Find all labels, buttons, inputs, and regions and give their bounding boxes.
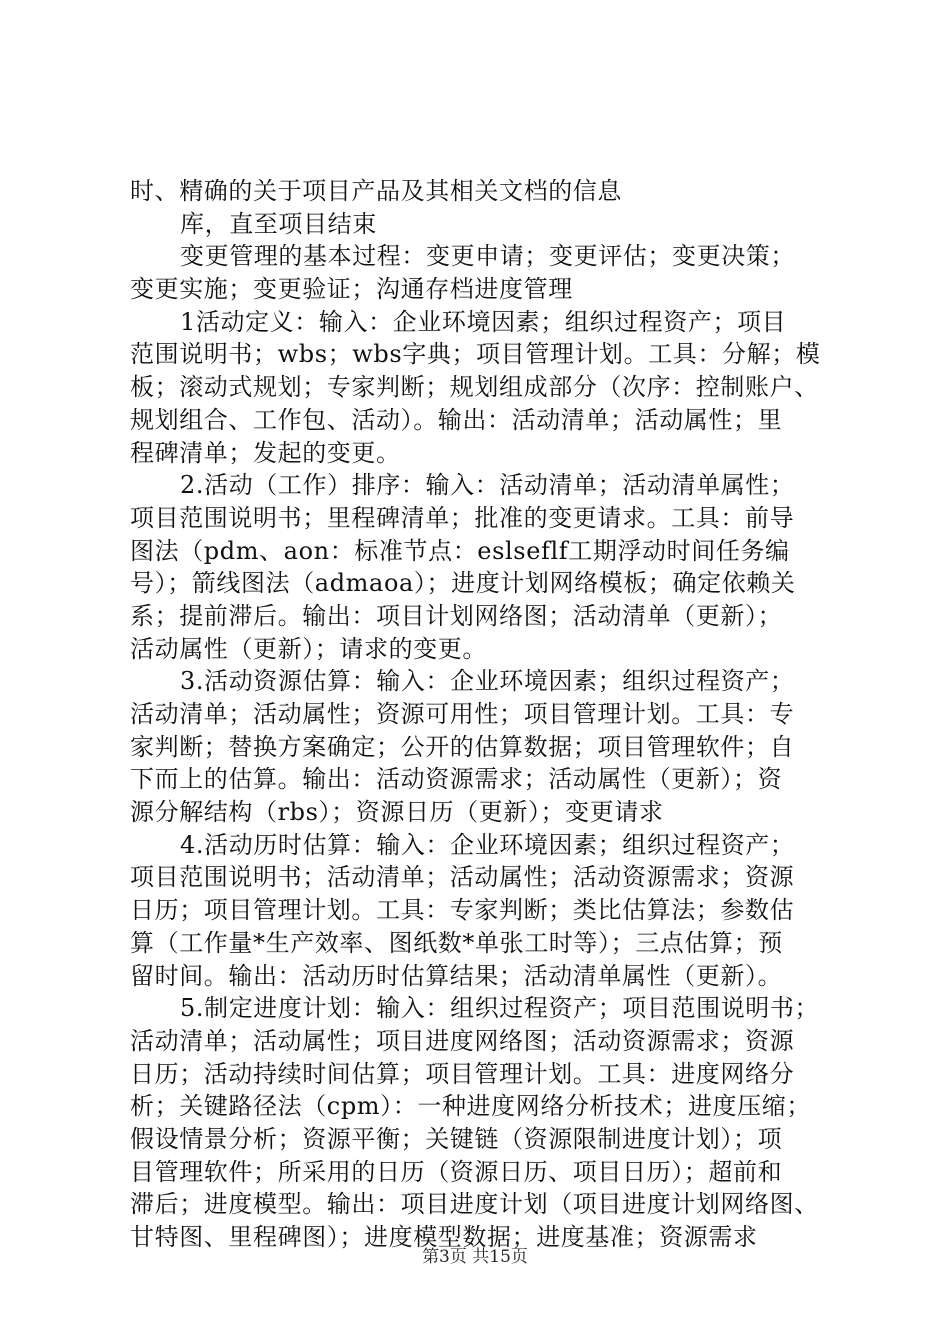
text-line: 日历；项目管理计划。工具：专家判断；类比估算法；参数估 — [130, 896, 795, 925]
text-line: 活动清单；活动属性；资源可用性；项目管理计划。工具：专 — [130, 700, 795, 728]
text-line: 项目范围说明书；里程碑清单；批准的变更请求。工具：前导 — [130, 503, 795, 532]
text-line: 算（工作量*生产效率、图纸数*单张工时等）；三点估算；预 — [130, 928, 783, 957]
text-line: 日历；活动持续时间估算；项目管理计划。工具：进度网络分 — [130, 1059, 795, 1088]
text-line: 源分解结构（rbs）；资源日历（更新）；变更请求 — [130, 798, 664, 827]
text-line: 目管理软件；所采用的日历（资源日历、项目日历）；超前和 — [130, 1157, 783, 1186]
text-line: 4.活动历时估算：输入：企业环境因素；组织过程资产； — [180, 830, 795, 859]
text-line: 活动属性（更新）；请求的变更。 — [130, 634, 487, 663]
document-body — [130, 175, 835, 1254]
text-line: 析；关键路径法（cpm）：一种进度网络分析技术；进度压缩； — [130, 1092, 811, 1121]
text-line: 时、精确的关于项目产品及其相关文档的信息 — [130, 177, 622, 205]
text-line: 程碑清单；发起的变更。 — [130, 438, 401, 467]
text-line: 2.活动（工作）排序：输入：活动清单；活动清单属性； — [180, 471, 795, 500]
text-line: 图法（pdm、aon：标准节点：eslseflf工期浮动时间任务编 — [130, 536, 790, 565]
text-line: 5.制定进度计划：输入：组织过程资产；项目范围说明书； — [180, 994, 820, 1023]
text-line: 假设情景分析；资源平衡；关键链（资源限制进度计划）；项 — [130, 1124, 783, 1153]
text-line: 留时间。输出：活动历时估算结果；活动清单属性（更新）。 — [130, 961, 783, 990]
text-line: 规划组合、工作包、活动）。输出：活动清单；活动属性；里 — [130, 405, 783, 434]
text-line: 滞后；进度模型。输出：项目进度计划（项目进度计划网络图、 — [130, 1190, 819, 1219]
text-line: 系；提前滞后。输出：项目计划网络图；活动清单（更新）； — [130, 601, 783, 630]
text-line: 家判断；替换方案确定；公开的估算数据；项目管理软件；自 — [130, 732, 795, 761]
text-line: 1活动定义：输入：企业环境因素；组织过程资产；项目 — [180, 307, 787, 336]
text-line: 甘特图、里程碑图）；进度模型数据；进度基准；资源需求 — [130, 1223, 758, 1251]
text-line: 号）；箭线图法（admaoa）；进度计划网络模板；确定依赖关 — [130, 569, 796, 598]
text-line: 项目范围说明书；活动清单；活动属性；活动资源需求；资源 — [130, 863, 795, 892]
text-line: 3.活动资源估算：输入：企业环境因素；组织过程资产； — [180, 667, 795, 696]
text-line: 板；滚动式规划；专家判断；规划组成部分（次序：控制账户、 — [130, 373, 819, 402]
text-line: 下而上的估算。输出：活动资源需求；活动属性（更新）；资 — [130, 765, 783, 794]
text-line: 变更管理的基本过程：变更申请；变更评估；变更决策； — [180, 242, 795, 271]
text-line: 范围说明书；wbs；wbs字典；项目管理计划。工具：分解；模 — [130, 340, 821, 369]
page-number-footer: 第3页 共15页 — [422, 1247, 528, 1267]
text-line: 库，直至项目结束 — [180, 209, 377, 238]
text-line: 变更实施；变更验证；沟通存档进度管理 — [130, 275, 573, 304]
text-line: 活动清单；活动属性；项目进度网络图；活动资源需求；资源 — [130, 1026, 795, 1055]
